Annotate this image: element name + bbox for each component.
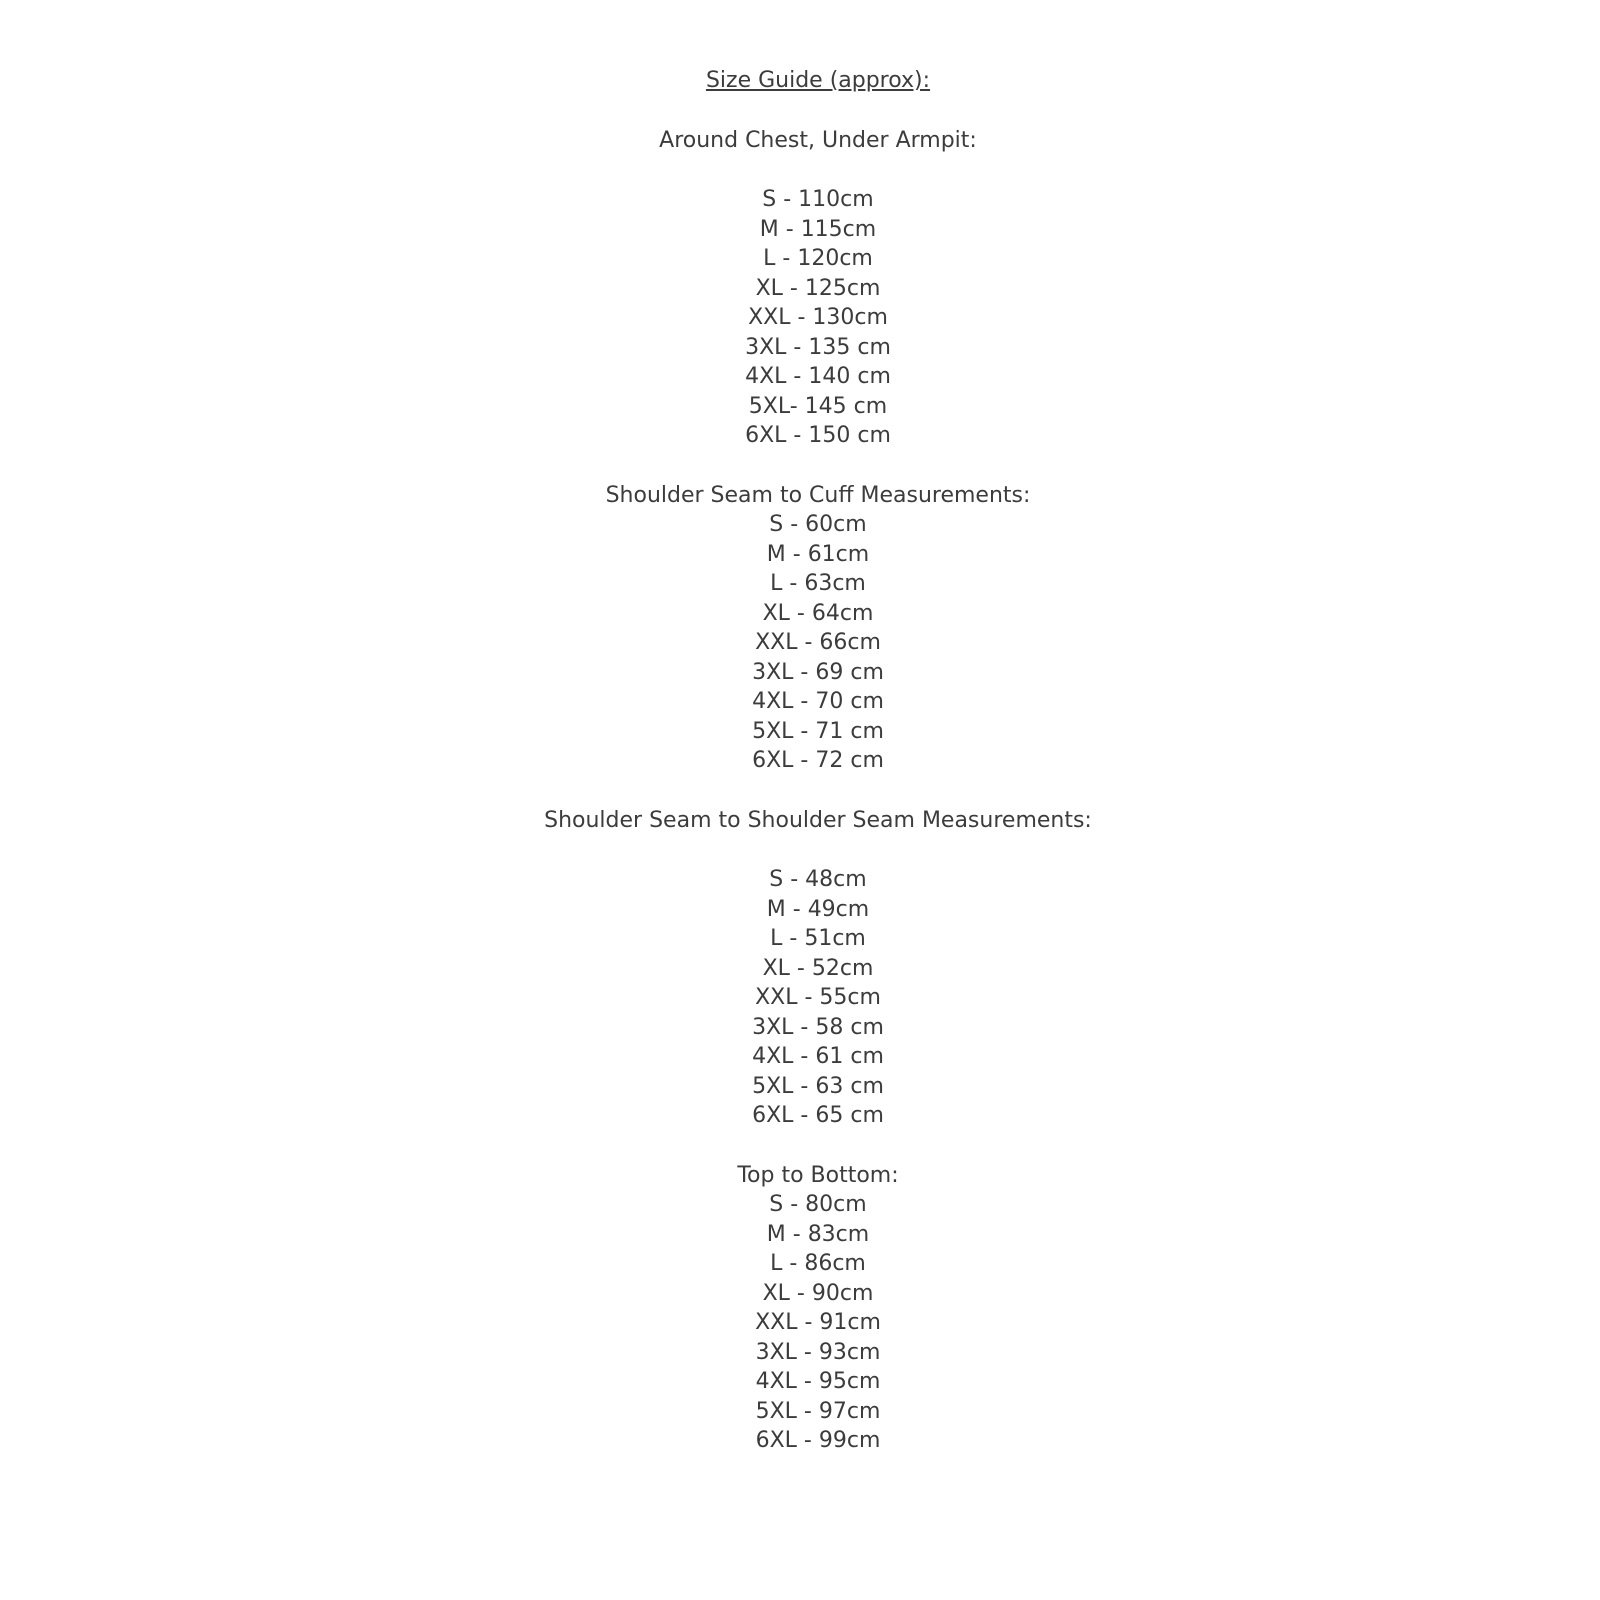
- size-row: XXL - 130cm: [748, 305, 888, 330]
- size-row: 5XL - 63 cm: [752, 1073, 884, 1099]
- size-row: 3XL - 69 cm: [752, 659, 884, 685]
- size-row: XL - 125cm: [755, 275, 881, 301]
- size-row: 3XL - 135 cm: [745, 334, 891, 360]
- size-row: 5XL- 145 cm: [748, 393, 888, 419]
- page-title: Size Guide (approx):: [705, 68, 931, 93]
- section-heading-chest: [36, 126, 1600, 156]
- section-shoulder-items: [36, 865, 1600, 1131]
- size-row: S - 80cm: [769, 1192, 867, 1217]
- size-row: L - 120cm: [763, 246, 873, 271]
- size-row: 5XL - 71 cm: [752, 718, 884, 744]
- size-row: 3XL - 58 cm: [752, 1014, 884, 1040]
- size-row: M - 49cm: [766, 896, 870, 922]
- size-row: L - 51cm: [770, 926, 866, 951]
- size-row: L - 63cm: [770, 571, 866, 596]
- size-row: 6XL - 99cm: [755, 1428, 881, 1453]
- size-row: L - 86cm: [770, 1251, 866, 1276]
- size-row: 4XL - 61 cm: [752, 1044, 884, 1069]
- section-length: [36, 1161, 1600, 1456]
- section-sleeve: [36, 481, 1600, 776]
- size-row: XL - 52cm: [762, 955, 874, 981]
- size-row: 6XL - 72 cm: [752, 748, 884, 773]
- size-row: S - 110cm: [762, 187, 874, 212]
- size-row: 5XL - 97cm: [755, 1398, 881, 1424]
- size-row: S - 60cm: [769, 512, 867, 537]
- section-chest-items: [36, 185, 1600, 451]
- size-row: 6XL - 150 cm: [745, 423, 891, 448]
- size-row: XL - 90cm: [762, 1280, 874, 1306]
- size-row: XL - 64cm: [762, 600, 874, 626]
- size-row: M - 61cm: [766, 541, 870, 567]
- size-row: XXL - 66cm: [755, 630, 881, 655]
- size-row: 3XL - 93cm: [755, 1339, 881, 1365]
- section-heading-label: Shoulder Seam to Cuff Measurements:: [605, 482, 1031, 508]
- size-row: 4XL - 70 cm: [752, 689, 884, 714]
- size-row: 6XL - 65 cm: [752, 1103, 884, 1128]
- section-heading-shoulder: [36, 806, 1600, 836]
- size-row: M - 83cm: [766, 1221, 870, 1247]
- section-heading-label: Top to Bottom:: [737, 1162, 899, 1188]
- size-row: XXL - 55cm: [755, 985, 881, 1010]
- size-row: S - 48cm: [769, 867, 867, 892]
- size-row: XXL - 91cm: [755, 1310, 881, 1335]
- section-heading-label: Around Chest, Under Armpit:: [659, 127, 977, 153]
- size-row: M - 115cm: [759, 216, 877, 242]
- size-row: 4XL - 95cm: [755, 1369, 881, 1394]
- title-paragraph: [36, 66, 1600, 96]
- size-row: 4XL - 140 cm: [745, 364, 891, 389]
- section-heading-label: Shoulder Seam to Shoulder Seam Measurements:: [544, 807, 1092, 833]
